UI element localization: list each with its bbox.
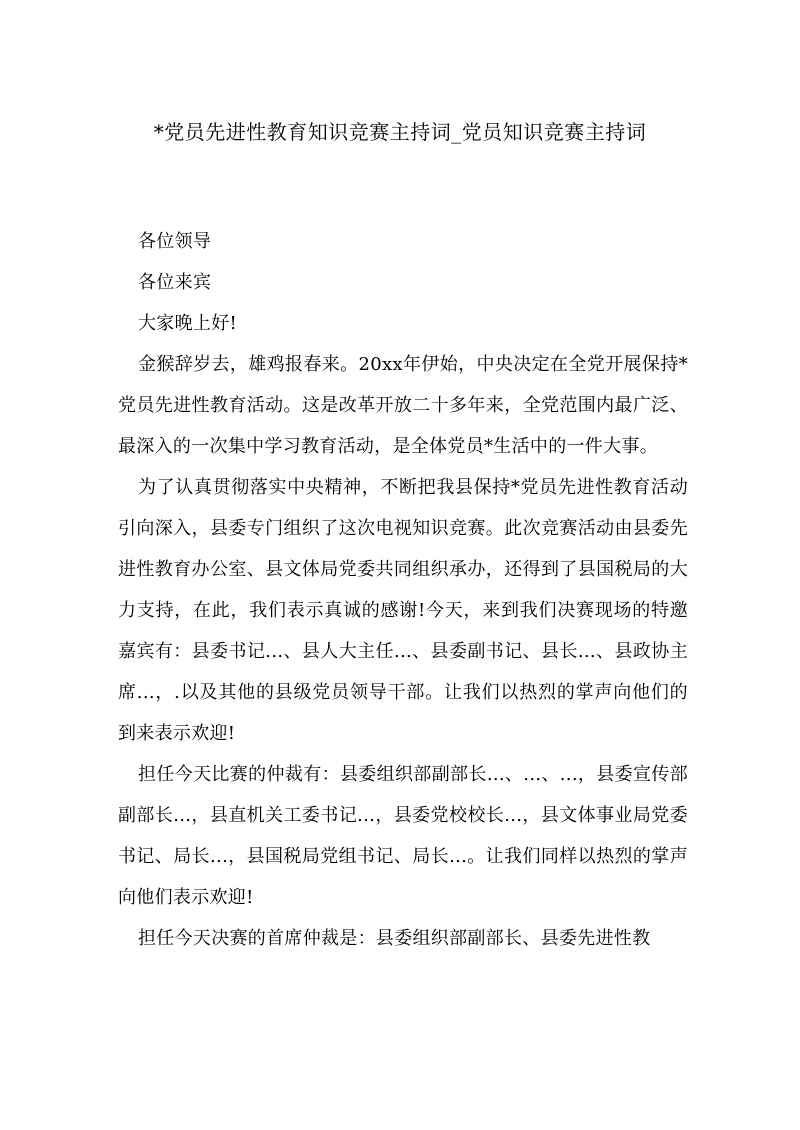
document-body <box>118 221 688 959</box>
document-title: *党员先进性教育知识竞赛主持词_党员知识竞赛主持词 <box>153 120 647 144</box>
paragraph-guests: 为了认真贯彻落实中央精神，不断把我县保持*党员先进性教育活动引向深入，县委专门组织了这次电视知识竞赛。此次竞赛活动由县委先进性教育办公室、县文体局党委共同组织承办，还得到了县国税局的大力支持，在此，我们表示真诚的感谢!今天，来到我们决赛现场的特邀嘉宾有：县委书记...、县人大主任...、县委副书记、县长...、县政协主席...，.以及其他的县级党员领导干部。让我们以热烈的掌声向他们的到来表示欢迎! <box>118 477 688 744</box>
paragraph-chief-arbitrator: 担任今天决赛的首席仲裁是：县委组织部副部长、县委先进性教 <box>138 928 651 949</box>
greeting-guests: 各位来宾 <box>138 272 212 293</box>
greeting-evening: 大家晚上好! <box>138 313 238 334</box>
greeting-leaders: 各位领导 <box>138 231 212 252</box>
paragraph-arbitrators: 担任今天比赛的仲裁有：县委组织部副部长...、...、...，县委宣传部副部长...，县直机关工委书记...，县委党校校长...，县文体事业局党委书记、局长...，县国税局党组书记、局长...。让我们同样以热烈的掌声向他们表示欢迎! <box>118 764 688 908</box>
paragraph-intro: 金猴辞岁去，雄鸡报春来。20xx年伊始，中央决定在全党开展保持*党员先进性教育活动。这是改革开放二十多年来，全党范围内最广泛、最深入的一次集中学习教育活动，是全体党员*生活中的一件大事。 <box>118 354 688 457</box>
